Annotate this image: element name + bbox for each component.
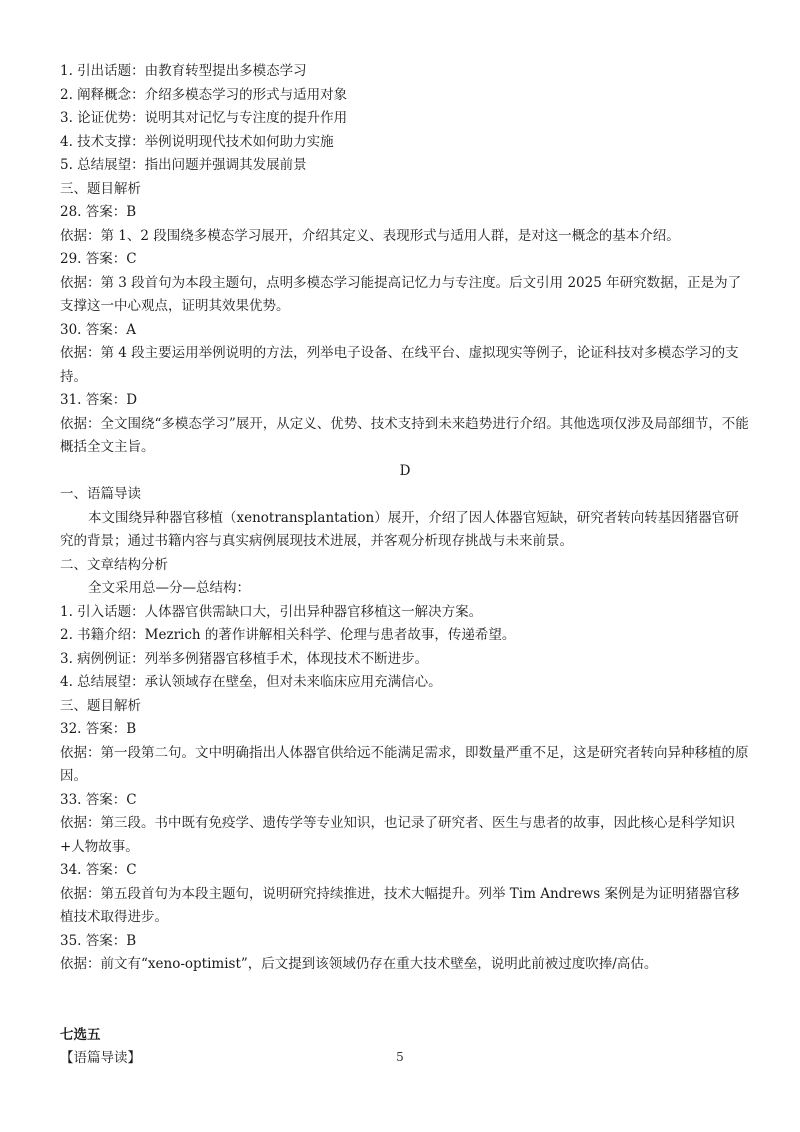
section-heading: 一、语篇导读 [60,486,141,502]
document-body [60,60,750,1071]
reading-guide-paragraph: 本文围绕异种器官移植（xenotransplantation）展开，介绍了因人体器官短缺，研究者转向转基因猪器官研究的背景；通过书籍内容与真实病例展现技术进展，并客观分析现存挑战与未来前景。 [60,509,739,549]
outline-item-5: 5. 总结展望：指出问题并强调其发展前景 [60,157,307,173]
section-heading: 三、题目解析 [60,697,141,714]
structure-item-1: 1. 引入话题：人体器官供需缺口大，引出异种器官移植这一解决方案。 [60,603,483,620]
outline-item-4: 4. 技术支撑：举例说明现代技术如何助力实施 [60,133,334,150]
section-title: 七选五 [60,1026,101,1043]
structure-intro: 全文采用总—分—总结构： [88,580,250,596]
explanation-text: 依据：第三段。书中既有免疫学、遗传学等专业知识，也记录了研究者、医生与患者的故事，因此核心是科学知识+人物故事。 [60,815,735,855]
answer-line: 31. 答案：D [60,392,138,408]
answer-line: 33. 答案：C [60,791,137,808]
outline-item-2: 2. 阐释概念：介绍多模态学习的形式与适用对象 [60,86,348,103]
explanation-text: 依据：第 4 段主要运用举例说明的方法，列举电子设备、在线平台、虚拟现实等例子，论证科技对多模态学习的支持。 [60,345,739,385]
outline-item-3: 3. 论证优势：说明其对记忆与专注度的提升作用 [60,110,348,126]
section-heading: 三、题目解析 [60,180,141,197]
explanation-text: 依据：第五段首句为本段主题句，说明研究持续推进，技术大幅提升。列举 Tim Andrews 案例是为证明猪器官移植技术取得进步。 [60,885,740,925]
answer-line: 29. 答案：C [60,251,137,267]
structure-item-3: 3. 病例例证：列举多例猪器官移植手术，体现技术不断进步。 [60,650,429,667]
answer-line: 28. 答案：B [60,204,137,220]
subsection-label: 【语篇导读】 [60,1050,141,1066]
page-number: 5 [396,1050,404,1064]
answer-line: 34. 答案：C [60,862,137,878]
explanation-text: 依据：第 3 段首句为本段主题句，点明多模态学习能提高记忆力与专注度。后文引用 2025 年研究数据，正是为了支撑这一中心观点，证明其效果优势。 [60,274,742,314]
explanation-text: 依据：第 1、2 段围绕多模态学习展开，介绍其定义、表现形式与适用人群，是对这一概念的基本介绍。 [60,227,680,244]
structure-item-4: 4. 总结展望：承认领域存在壁垒，但对未来临床应用充满信心。 [60,674,442,690]
answer-line: 35. 答案：B [60,932,137,949]
explanation-text: 依据：前文有“xeno-optimist”，后文提到该领域仍存在重大技术壁垒，说明此前被过度吹捧/高估。 [60,956,658,972]
structure-item-2: 2. 书籍介绍：Mezrich 的著作讲解相关科学、伦理与患者故事，传递希望。 [60,627,516,643]
blank-space [60,977,750,1024]
answer-line: 30. 答案：A [60,321,137,338]
outline-item-1: 1. 引出话题：由教育转型提出多模态学习 [60,63,307,79]
explanation-text: 依据：第一段第二句。文中明确指出人体器官供给远不能满足需求，即数量严重不足，这是研究者转向异种移植的原因。 [60,744,749,784]
answer-line: 32. 答案：B [60,721,137,737]
passage-letter-heading: D [399,462,411,479]
explanation-text: 依据：全文围绕“多模态学习”展开，从定义、优势、技术支持到未来趋势进行介绍。其他选项仅涉及局部细节，不能概括全文主旨。 [60,415,749,455]
section-heading: 二、文章结构分析 [60,556,168,573]
